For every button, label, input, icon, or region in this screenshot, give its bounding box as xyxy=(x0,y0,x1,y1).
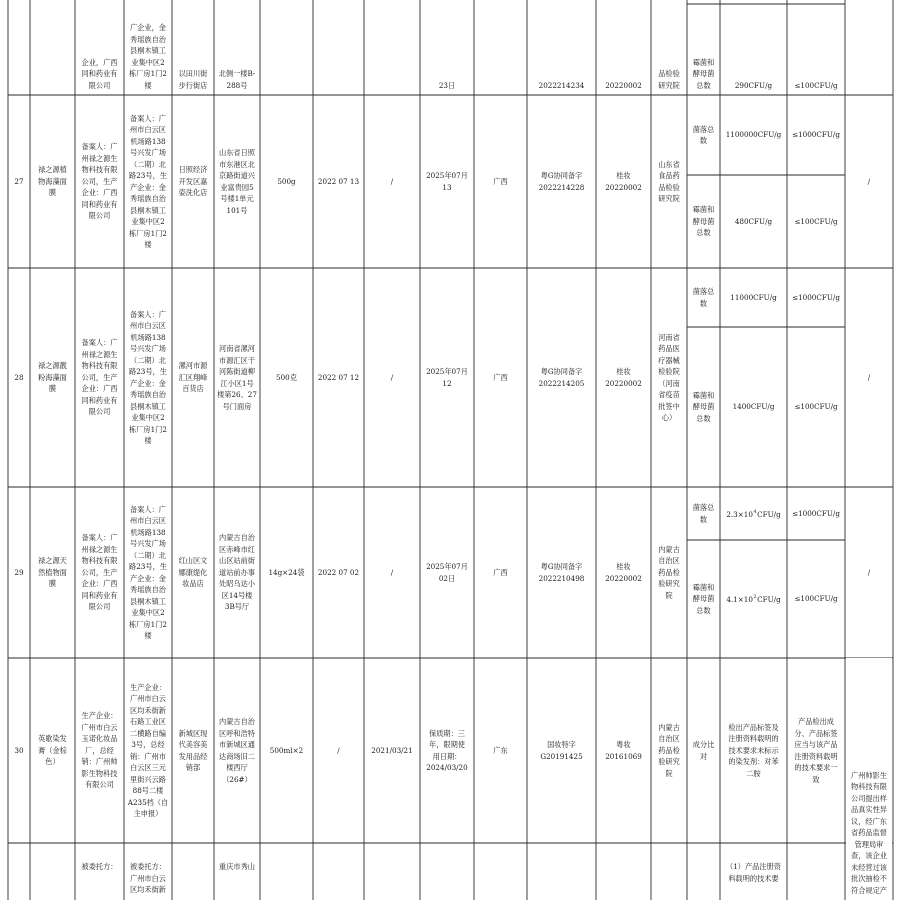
cell-date xyxy=(314,0,363,95)
cell-origin: 广西 xyxy=(493,372,508,382)
cell-note: / xyxy=(867,176,871,186)
cell-expiry: / xyxy=(390,567,394,577)
cell-standard xyxy=(788,843,844,912)
cell-origin xyxy=(475,843,526,912)
cell-record-no: 粤G协同备字 2022210498 xyxy=(538,562,585,583)
cell-no: 27 xyxy=(14,176,24,186)
cell-spec xyxy=(261,0,312,95)
cell-seller: 新城区现 代美容美 发用品经 销部 xyxy=(178,728,208,772)
cell-seller: 以田川街 步行街店 xyxy=(178,69,208,90)
cell-seller: 日照经济 开发区嘉 姿洗化店 xyxy=(178,165,208,198)
cell-standard: ≤100CFU/g xyxy=(794,216,838,226)
result-value xyxy=(726,507,780,521)
cell-expiry: / xyxy=(390,176,394,186)
cell-filer: 生产企业： 广州市白云 区均禾街新 石路工业区 二横路自编 3号，总经 销：广州市 白云区三元 里街兴云路 88号二楼 A235档（自 主申报） xyxy=(127,682,169,818)
cell-spec: 500克 xyxy=(276,372,297,382)
cell-maker: 备案人：广 州禄之源生 物科技有限 公司，生产 企业：广西 同和药业有 限公司 xyxy=(81,338,118,417)
cell-test-item: 菌落总 数 xyxy=(692,503,715,524)
cell-date: / xyxy=(337,745,340,755)
cell-standard: ≤1000CFU/g xyxy=(792,130,840,140)
cell-name: 禄之源天 然植物面 膜 xyxy=(38,556,67,589)
cell-maker: 生产企业： 广州市白云 玉诺化妆品 厂，总经 销：广州帅 影生物科技 有限公司 xyxy=(81,711,118,790)
result-unit: CFU/g xyxy=(757,509,781,519)
cell-record-no: 粤G协同备字 2022214205 xyxy=(538,367,585,388)
cell-approval: 桂妆 20220002 xyxy=(605,562,642,583)
cell-seller: 漯河市源 汇区翔峰 百货店 xyxy=(178,361,208,394)
cell-spec: 14g×24袋 xyxy=(268,567,305,577)
cell-standard: ≤100CFU/g xyxy=(794,402,838,412)
cell-result: 检出产品标签及 注册资料载明的 技术要求未标示 的染发剂：对苯 二胺 xyxy=(728,722,779,778)
cell-standard: 产品检出成 分、产品标签 应当与该产品 注册资料载明 的技术要求一 致 xyxy=(794,717,838,784)
cell-result: 480CFU/g xyxy=(734,216,773,226)
cell-name: 禄之源靓 粉海藻面 膜 xyxy=(38,361,67,394)
cell-standard: ≤1000CFU/g xyxy=(792,292,840,302)
cell-maker: 被委托方： xyxy=(81,862,118,871)
cell-approval: 粤妆 20161069 xyxy=(605,740,642,761)
cell-spec: 500ml×2 xyxy=(269,745,304,755)
cell-test-item xyxy=(688,843,719,912)
cell-sampling-date: 保质期：三 年，限期使 用日期： 2024/03/20 xyxy=(426,728,468,772)
result-unit: CFU/g xyxy=(757,595,781,605)
cell-no: 30 xyxy=(14,745,24,755)
cell-record-no: 粤G协同备字 2022214228 xyxy=(538,171,585,192)
cell-note xyxy=(846,0,892,95)
cell-note: / xyxy=(867,567,871,577)
cell-lab: 山东省 食品药 品检验 研究院 xyxy=(658,159,680,203)
cell-sampling-date: 2025年07月 12 xyxy=(426,367,468,388)
cell-sampling-date: 2025年07月 02日 xyxy=(426,562,468,583)
result-base: 2.3×10 xyxy=(726,509,753,519)
cell-no: 28 xyxy=(14,372,24,382)
cell-lab: 河南省 药品医 疗器械 检验院 （河南 省疫苗 批签中 心） xyxy=(658,332,680,422)
cell-name: 英歌染发 膏（金棕 色） xyxy=(38,734,67,767)
cell-date: 2022 07 12 xyxy=(317,372,360,382)
cell-lab xyxy=(652,843,686,912)
cell-test-item: 霉菌和 酵母菌 总数 xyxy=(692,57,715,90)
cell-maker: 企业，广西 同和药业有 限公司 xyxy=(81,57,118,90)
cell-note: 广州帅影生 物科技有限 公司提出样 品真实性异 议，经广东 省药品监督 管理局审 查，该企业 未经营过该 批次抽检不 符合规定产 xyxy=(846,658,892,900)
cell-filer: 备案人：广 州市白云区 机场路138 号兴发广场 （二期）北 路23号，生 产企业：金 秀瑶族自治 县桐木镇工 业集中区2 栋厂房1门2 楼 xyxy=(129,113,167,249)
result-value xyxy=(726,592,780,606)
cell-spec: 500g xyxy=(277,176,296,186)
cell-result xyxy=(721,487,786,540)
cell-address: 内蒙古自治 区呼和浩特 市新城区通 达商场旧二 楼西厅 （26#） xyxy=(219,717,255,784)
cell-test-item: 菌落总 数 xyxy=(692,287,715,308)
cell-test-item: 霉菌和 酵母菌 总数 xyxy=(692,205,715,238)
cell-record-no: 2022214234 xyxy=(538,80,585,90)
cell-lab: 品检验 研究院 xyxy=(658,69,680,90)
cell-filer: 广企业，金 秀瑶族自治 县桐木镇工 业集中区2 栋厂房1门2 楼 xyxy=(129,23,167,90)
cell-result: 1100000CFU/g xyxy=(725,130,782,140)
cell-address: 内蒙古自治 区赤峰市红 山区站前街 道站前办事 处昭乌达小 区14号楼 3B号厅 xyxy=(219,533,255,612)
cell-result: 290CFU/g xyxy=(734,80,773,90)
cell-standard: ≤100CFU/g xyxy=(794,594,838,604)
cell-test-item: 成分比 对 xyxy=(692,740,715,761)
cell-record-no xyxy=(528,843,595,912)
cell-seller xyxy=(173,843,213,912)
cell-date: 2022 07 13 xyxy=(317,176,360,186)
cell-address: 北侧一楼B- 288号 xyxy=(218,69,256,90)
cell-approval: 桂妆 20220002 xyxy=(605,367,642,388)
cell-name xyxy=(31,843,74,912)
cell-sampling-date: 23日 xyxy=(438,80,456,90)
cell-date: 2022 07 02 xyxy=(317,567,360,577)
cell-expiry xyxy=(365,0,419,95)
cell-address: 河南省漯河 市源汇区干 河陈街道柳 江小区1号 楼第26、27 号门面房 xyxy=(217,344,257,411)
cell-approval: 20220002 xyxy=(605,80,642,90)
cell-expiry: / xyxy=(390,372,394,382)
cell-origin: 广西 xyxy=(493,567,508,577)
cell-sampling-date xyxy=(421,843,473,912)
cell-result: 1400CFU/g xyxy=(732,402,775,412)
cell-filer: 备案人：广 州市白云区 机场路138 号兴发广场 （二期）北 路23号，生 产企业：金 秀瑶族自治 县桐木镇工 业集中区2 栋厂房1门2 楼 xyxy=(129,504,167,640)
cell-sampling-date: 2025年07月 13 xyxy=(426,171,468,192)
cell-address: 重庆市秀山 xyxy=(219,862,255,871)
cell-address: 山东省日照 市东港区北 京路街道兴 业富贵园5 号楼1单元 101号 xyxy=(219,148,255,215)
cell-name xyxy=(31,0,74,95)
cell-lab: 内蒙古 自治区 药品检 验研究 院 xyxy=(658,722,680,778)
cell-name: 禄之源植 物海藻面 膜 xyxy=(38,165,67,198)
cell-filer: 被委托方： 广州市白云 区均禾街新 xyxy=(130,862,166,894)
cell-result: （1）产品注册资 料载明的技术要 xyxy=(726,862,781,883)
cell-maker: 备案人：广 州禄之源生 物科技有限 公司，生产 企业：广西 同和药业有 限公司 xyxy=(81,533,118,612)
cell-test-item: 菌落总 数 xyxy=(692,124,715,145)
cell-expiry xyxy=(365,843,419,912)
cell-origin: 广西 xyxy=(493,176,508,186)
cell-standard: ≤1000CFU/g xyxy=(792,508,840,518)
cell-origin xyxy=(475,0,526,95)
cell-no xyxy=(9,843,29,912)
cell-maker: 备案人：广 州禄之源生 物科技有限 公司，生产 企业：广西 同和药业有 限公司 xyxy=(81,142,118,221)
cell-test-item: 霉菌和 酵母菌 总数 xyxy=(692,582,715,615)
cell-origin: 广东 xyxy=(493,745,508,755)
cell-record-no: 国妆特字 G20191425 xyxy=(540,740,583,761)
cell-filer: 备案人：广 州市白云区 机场路138 号兴发广场 （二期）北 路23号，生 产企业：金 秀瑶族自治 县桐木镇工 业集中区2 栋厂房1门2 楼 xyxy=(129,309,167,445)
cell-result: 11000CFU/g xyxy=(730,292,777,302)
cell-spec xyxy=(261,843,312,912)
cell-test-item: 霉菌和 酵母菌 总数 xyxy=(692,390,715,423)
cell-seller: 红山区文 娜康缇化 妆品店 xyxy=(178,556,208,589)
result-base: 4.1×10 xyxy=(726,595,753,605)
result-exponent: 4 xyxy=(753,508,757,515)
result-exponent: 2 xyxy=(753,594,757,601)
cell-approval: 桂妆 20220002 xyxy=(605,171,642,192)
cell-no xyxy=(9,0,29,95)
cell-result xyxy=(721,540,786,658)
cell-date xyxy=(314,843,363,912)
cell-expiry: 2021/03/21 xyxy=(371,745,413,755)
cell-no: 29 xyxy=(14,567,24,577)
cell-lab: 内蒙古 自治区 药品检 验研究 院 xyxy=(658,544,680,600)
cell-approval xyxy=(597,843,650,912)
cell-note: / xyxy=(867,372,871,382)
cell-standard: ≤100CFU/g xyxy=(794,80,838,90)
